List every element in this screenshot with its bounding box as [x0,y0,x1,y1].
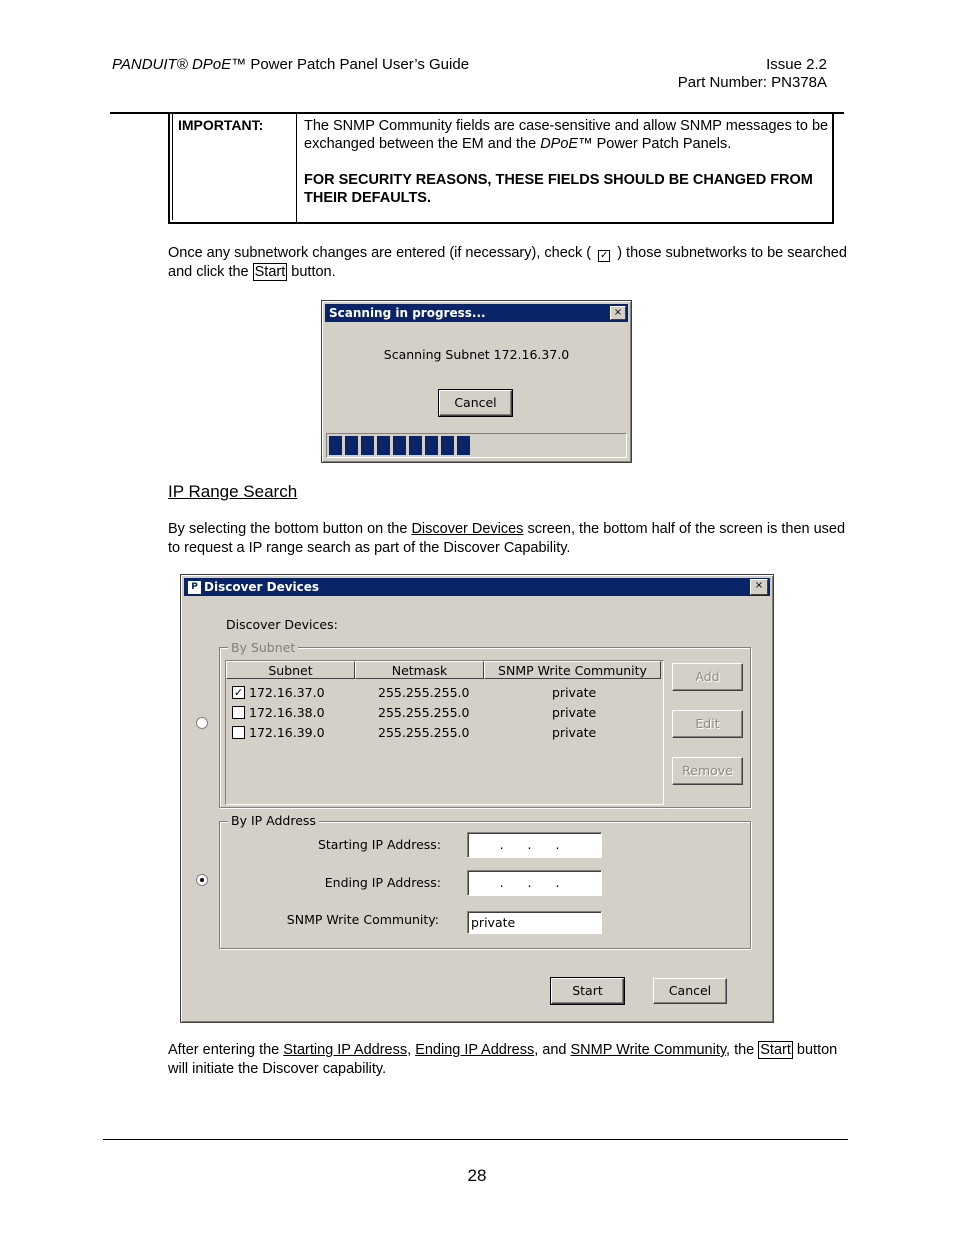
part-number: Part Number: PN378A [677,74,827,91]
important-label: IMPORTANT: [178,117,264,133]
cancel-button[interactable]: Cancel [653,978,727,1004]
ending-ip-field[interactable]: . . . [467,870,602,896]
progress-bar [326,433,627,458]
initiate-discover-paragraph: After entering the Starting IP Address, Ending IP Address, and SNMP Write Community, the Start button will initiate the Discover capability. [168,1042,838,1077]
progress-block [409,436,422,455]
important-text: The SNMP Community fields are case-sensitive and allow SNMP messages to be exchanged between the EM and the DPoE™ Power Patch Panels. FOR SECURITY REASONS, THESE FIELDS SHOULD BE CHANGED FROM THEIR DEFAULTS. [304,118,829,206]
progress-block [329,436,342,455]
progress-block [377,436,390,455]
discover-heading: Discover Devices: [226,617,338,632]
scanning-titlebar [325,304,628,322]
start-button[interactable]: Start [551,978,624,1004]
close-icon[interactable]: × [610,306,626,320]
ip-range-paragraph: By selecting the bottom button on the Discover Devices screen, the bottom half of the screen is then used to request a IP range search as part of the Discover Capability. [168,521,846,556]
discover-titlebar [184,578,770,596]
column-header-subnet[interactable]: Subnet [226,661,355,679]
starting-ip-field[interactable]: . . . [467,832,602,858]
edit-button[interactable]: Edit [672,710,743,738]
by-subnet-radio[interactable] [196,717,208,729]
snmp-community-label: SNMP Write Community: [286,912,439,927]
cancel-button[interactable]: Cancel [439,390,512,416]
scanning-title: Scanning in progress... [329,306,486,320]
discover-devices-reference: Discover Devices [411,521,524,537]
guide-title: PANDUIT® DPoE™ Power Patch Panel User’s Guide [112,56,470,73]
by-subnet-label: By Subnet [228,640,298,655]
issue-info [678,56,827,92]
important-notice [168,114,834,224]
progress-block [361,436,374,455]
discover-devices-dialog [180,574,774,1023]
column-header-netmask[interactable]: Netmask [355,661,484,679]
progress-block [393,436,406,455]
issue-number: Issue 2.2 [766,56,827,73]
remove-button[interactable]: Remove [672,757,743,785]
start-reference: Start [760,1042,791,1058]
security-warning: FOR SECURITY REASONS, THESE FIELDS SHOULD BE CHANGED FROM THEIR DEFAULTS. [304,172,813,206]
progress-block [457,436,470,455]
footer-rule [103,1139,848,1140]
check-subnets-paragraph: Once any subnetwork changes are entered (if necessary), check ( ✓ ) those subnetworks to be searched and click the Start button. [168,245,847,280]
scanning-dialog [321,300,632,463]
start-reference: Start [254,264,286,280]
add-button[interactable]: Add [672,663,743,691]
snmp-community-field[interactable]: private [467,911,602,934]
ending-ip-label: Ending IP Address: [324,875,441,890]
column-header-community[interactable]: SNMP Write Community [484,661,661,679]
subnet-list[interactable] [225,660,664,805]
row-checkbox[interactable] [232,726,245,739]
scanning-message: Scanning Subnet 172.16.37.0 [383,347,570,362]
row-checkbox[interactable]: ✓ [233,686,244,699]
close-icon[interactable]: × [750,579,768,595]
checkbox-icon: ✓ [599,250,609,261]
progress-block [345,436,358,455]
discover-title: Discover Devices [204,580,320,594]
by-ip-address-label: By IP Address [228,813,319,828]
progress-block [425,436,438,455]
ending-ip-reference: Ending IP Address [415,1042,535,1058]
list-item[interactable]: 172.16.39.0 255.255.255.0 private [232,723,652,743]
notice-divider [296,114,297,222]
list-item[interactable]: ✓ 172.16.37.0 255.255.255.0 private [233,685,597,700]
section-title: IP Range Search [168,482,298,501]
by-ip-address-radio[interactable] [196,874,208,886]
page-number: 28 [467,1166,487,1185]
radio-dot [200,878,204,882]
snmp-community-reference: SNMP Write Community [570,1042,727,1058]
list-item[interactable]: 172.16.38.0 255.255.255.0 private [232,703,652,723]
progress-block [441,436,454,455]
starting-ip-reference: Starting IP Address [283,1042,408,1058]
app-icon: P [188,581,201,594]
row-checkbox[interactable] [232,706,245,719]
starting-ip-label: Starting IP Address: [317,837,441,852]
